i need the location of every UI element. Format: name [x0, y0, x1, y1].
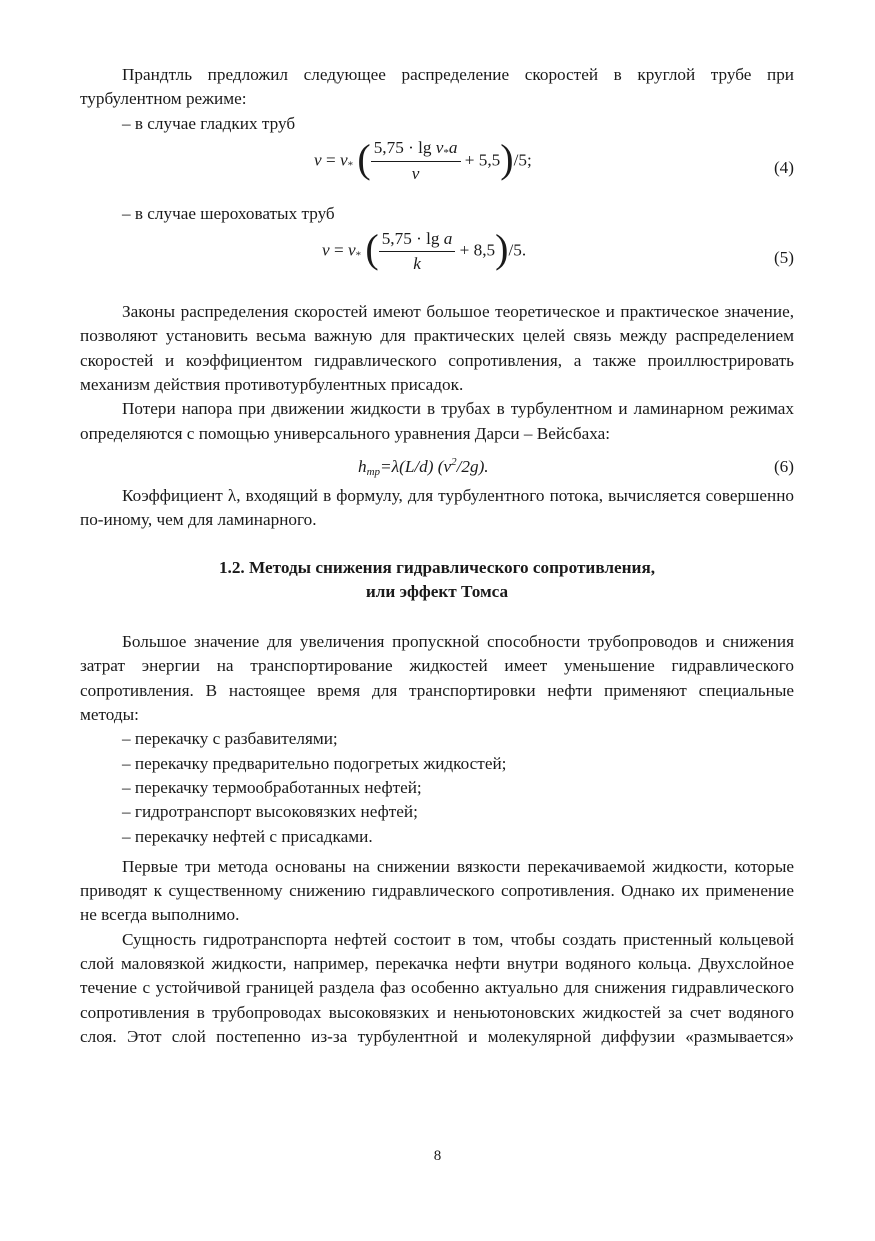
formula-6	[80, 452, 794, 482]
section-heading	[80, 556, 794, 605]
list-item: – перекачку предварительно подогретых жидкостей;	[122, 753, 507, 773]
formula-4-expression: $v = v_*$ ( $\frac{5,75 \cdot \lg v_*a}{\nu}$ + 5,5)/5;	[314, 135, 532, 184]
methods-list	[80, 727, 794, 848]
formula-5-fraction: $\frac{\text{5,75 · lg a}}{k}$	[379, 229, 456, 274]
list-item: – перекачку нефтей с присадками.	[122, 826, 373, 846]
paragraph-methods-intro: Большое значение для увеличения пропускной способности трубопроводов и снижения затрат энергии на транспортирование жидкостей имеет уменьшение гидравлического сопротивления. В настоящее время для транспортировки нефти применяют специальные методы:	[80, 632, 794, 725]
list-item: – перекачку с разбавителями;	[122, 729, 338, 749]
smooth-pipes-label: – в случае гладких труб	[122, 113, 296, 133]
paragraph-velocity-laws: Законы распределения скоростей имеют большое теоретическое и практическое значение, позволяют установить весьма важную для практических целей связь между распределением скоростей и коэффициентом гидравлического сопротивления, а также проиллюстрировать механизм действия противотурбулентных присадок.	[80, 302, 794, 395]
page-content	[80, 63, 794, 1049]
paragraph-lambda: Коэффициент λ, входящий в формулу, для турбулентного потока, вычисляется совершенно по-иному, чем для ламинарного.	[80, 485, 794, 530]
formula-4	[80, 135, 794, 198]
equation-number-4: (4)	[773, 157, 794, 177]
list-item: – гидротранспорт высоковязких нефтей;	[122, 802, 418, 822]
formula-4-fraction: $\frac{5,75 \cdot \lg v_*a}{\nu}$	[371, 138, 461, 184]
formula-5	[80, 228, 794, 288]
equation-number-6: (6)	[773, 456, 794, 476]
heading-line-2: или эффект Томса	[365, 581, 509, 601]
list-item: – перекачку термообработанных нефтей;	[122, 777, 422, 797]
rough-pipes-label: – в случае шероховатых труб	[122, 203, 335, 223]
paragraph-prandtl-intro: Прандтль предложил следующее распределение скоростей в круглой трубе при турбулентном режиме:	[80, 65, 794, 109]
formula-6-expression: $h_{тр}=\lambda(L/d)$ $(v^2/2g)$.	[358, 455, 489, 478]
formula-5-expression: $v = v_*$ ( $\frac{\text{5,75 · lg a}}{k}$ + 8,5)/5.	[322, 226, 527, 274]
paragraph-first-three-methods: Первые три метода основаны на снижении вязкости перекачиваемой жидкости, которые приводят к существенному снижению гидравлического сопротивления. Однако их применение не всегда выполнимо.	[80, 856, 794, 925]
paragraph-hydrotransport: Сущность гидротранспорта нефтей состоит в том, чтобы создать пристенный кольцевой слой маловязкой жидкости, например, перекачка нефти внутри водяного кольца. Двухслойное течение с устойчивой границей раздела фаз особенно актуально для снижения гидравлического сопротивления в трубопроводах высоковязких и неньютоновских жидкостей за счет водяного слоя. Этот слой постепенно из-за турбулентной и молекулярной диффузии «размывается»	[80, 929, 794, 1046]
page-number: 8	[433, 1148, 442, 1164]
equation-number-5: (5)	[773, 248, 794, 268]
heading-line-1: 1.2. Методы снижения гидравлического сопротивления,	[218, 557, 656, 577]
paragraph-darcy: Потери напора при движении жидкости в трубах в турбулентном и ламинарном режимах определяются с помощью универсального уравнения Дарси – Вейсбаха:	[80, 399, 794, 443]
